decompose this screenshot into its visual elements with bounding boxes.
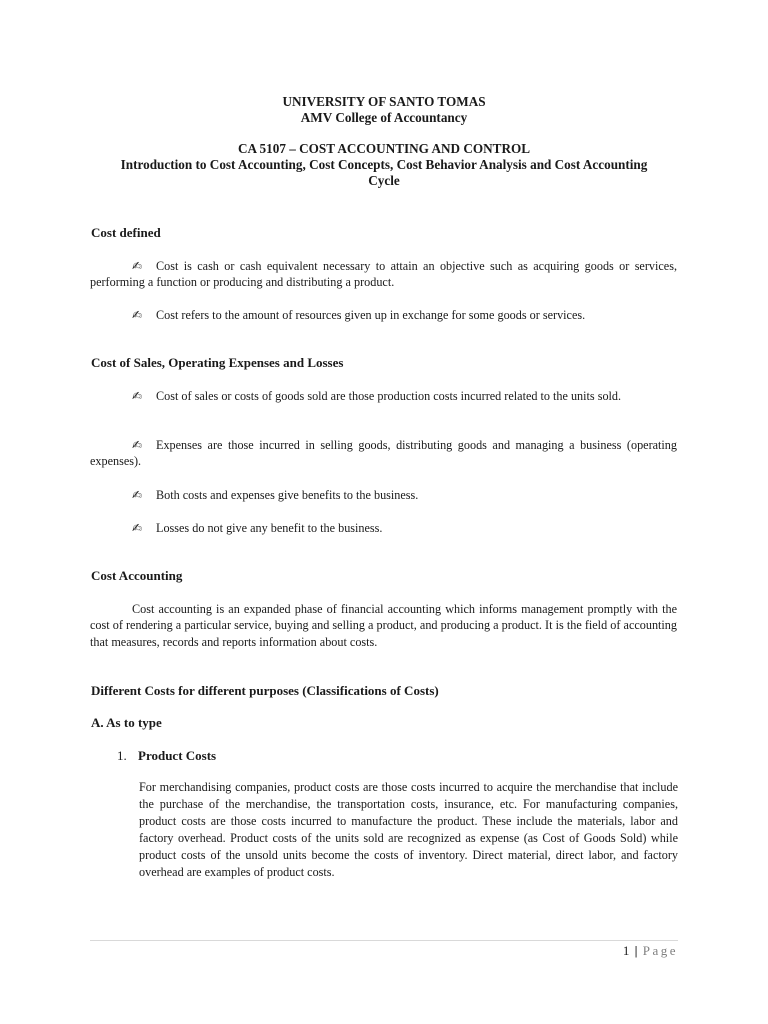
subsection-heading-as-to-type: A. As to type <box>91 715 162 730</box>
bullet-paragraph: ✍ Losses do not give any benefit to the business. <box>132 521 383 535</box>
topic-title-line-2: Cycle <box>368 173 400 188</box>
item-number: 1. <box>117 748 127 763</box>
section-heading-different-costs: Different Costs for different purposes (Classifications of Costs) <box>91 683 439 698</box>
page-label: Page <box>642 943 678 958</box>
hand-writing-icon: ✍ <box>132 521 143 535</box>
document-header <box>90 94 678 189</box>
footer-separator: | <box>634 943 638 958</box>
product-costs-paragraph: For merchandising companies, product costs are those costs incurred to acquire the merchandise that include the purchase of the merchandise, the transportation costs, insurance, etc. For manufacturing companies, product costs are those costs incurred to manufacture the product. These include the materials, labor and factory overhead. Product costs of the units sold are recognized as expense (as Cost of Goods Sold) while product costs of the unsold units become the costs of inventory. Direct material, direct labor, and factory overhead are examples of product costs. <box>139 780 678 879</box>
page-number: 1 <box>622 943 630 958</box>
college-name: AMV College of Accountancy <box>300 110 468 125</box>
university-name: UNIVERSITY OF SANTO TOMAS <box>282 94 486 109</box>
bullet-paragraph: ✍ Expenses are those incurred in selling goods, distributing goods and managing a business (operating expenses). <box>90 438 677 469</box>
bullet-paragraph: ✍ Cost refers to the amount of resources given up in exchange for some goods or services. <box>132 308 586 322</box>
hand-writing-icon: ✍ <box>132 308 143 322</box>
footer-divider <box>90 940 678 941</box>
cost-accounting-paragraph: Cost accounting is an expanded phase of financial accounting which informs management promptly with the cost of rendering a particular service, buying and selling a product, and producing a product. It is the field of accounting that measures, records and reports information about costs. <box>90 602 677 649</box>
item-title: Product Costs <box>138 748 217 763</box>
hand-writing-icon: ✍ <box>132 259 143 273</box>
hand-writing-icon: ✍ <box>132 438 143 452</box>
topic-title-line-1: Introduction to Cost Accounting, Cost Concepts, Cost Behavior Analysis and Cost Accounting <box>120 157 648 172</box>
bullet-paragraph: ✍ Cost is cash or cash equivalent necessary to attain an objective such as acquiring goods or services, performing a function or producing and distributing a product. <box>90 259 677 290</box>
bullet-paragraph: ✍ Cost of sales or costs of goods sold are those production costs incurred related to the units sold. <box>132 389 622 403</box>
section-heading-cost-accounting: Cost Accounting <box>91 568 183 583</box>
hand-writing-icon: ✍ <box>132 389 143 403</box>
hand-writing-icon: ✍ <box>132 488 143 502</box>
bullet-paragraph: ✍ Both costs and expenses give benefits to the business. <box>132 488 419 502</box>
numbered-item-product-costs <box>117 748 216 764</box>
page-footer <box>623 943 678 959</box>
section-heading-cost-of-sales: Cost of Sales, Operating Expenses and Losses <box>91 355 344 370</box>
section-heading-cost-defined: Cost defined <box>91 225 161 240</box>
course-title: CA 5107 – COST ACCOUNTING AND CONTROL <box>237 141 531 156</box>
